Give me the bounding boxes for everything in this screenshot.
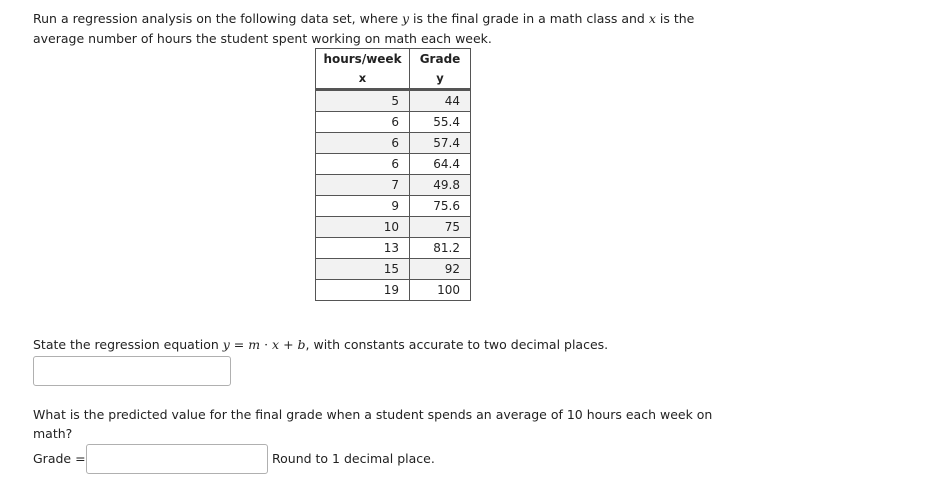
header-hours: hours/week bbox=[316, 49, 410, 70]
grade-input[interactable] bbox=[86, 444, 268, 474]
cell-y: 55.4 bbox=[410, 112, 471, 133]
table-row bbox=[316, 90, 471, 112]
cell-y: 49.8 bbox=[410, 175, 471, 196]
table-row bbox=[316, 196, 471, 217]
grade-label: Grade = bbox=[33, 451, 86, 466]
intro-text-3: is the average number of hours the student spent working on math each week. bbox=[33, 11, 695, 46]
cell-y: 44 bbox=[410, 90, 471, 112]
q1-suffix: , with constants accurate to two decimal places. bbox=[305, 337, 609, 352]
cell-y: 75.6 bbox=[410, 196, 471, 217]
cell-y: 81.2 bbox=[410, 238, 471, 259]
eq-x: x bbox=[272, 337, 280, 352]
header-grade: Grade bbox=[410, 49, 471, 70]
table-row bbox=[316, 217, 471, 238]
var-x: x bbox=[648, 11, 656, 26]
table-row bbox=[316, 133, 471, 154]
eq-dot: · bbox=[260, 337, 273, 352]
eq-equals: = bbox=[229, 337, 249, 352]
regression-equation-input[interactable] bbox=[33, 356, 231, 386]
eq-y: y bbox=[222, 337, 230, 352]
cell-x: 15 bbox=[316, 259, 410, 280]
eq-m: m bbox=[248, 337, 261, 352]
data-table bbox=[315, 48, 471, 301]
cell-x: 6 bbox=[316, 112, 410, 133]
cell-x: 6 bbox=[316, 133, 410, 154]
cell-x: 10 bbox=[316, 217, 410, 238]
cell-x: 6 bbox=[316, 154, 410, 175]
cell-x: 9 bbox=[316, 196, 410, 217]
intro-text-1: Run a regression analysis on the following data set, where bbox=[33, 11, 402, 26]
table-row bbox=[316, 259, 471, 280]
cell-y: 75 bbox=[410, 217, 471, 238]
cell-y: 64.4 bbox=[410, 154, 471, 175]
intro-text-2: is the final grade in a math class and bbox=[409, 11, 649, 26]
rounding-instruction: Round to 1 decimal place. bbox=[272, 451, 435, 466]
table-row bbox=[316, 238, 471, 259]
regression-equation bbox=[223, 337, 306, 352]
cell-x: 5 bbox=[316, 90, 410, 112]
cell-y: 100 bbox=[410, 280, 471, 301]
problem-statement bbox=[33, 9, 733, 49]
header-x: x bbox=[316, 69, 410, 90]
prediction-question: What is the predicted value for the final grade when a student spends an average of 10 hours each week on math? bbox=[33, 407, 713, 441]
cell-x: 19 bbox=[316, 280, 410, 301]
cell-y: 57.4 bbox=[410, 133, 471, 154]
table-row bbox=[316, 154, 471, 175]
q1-prefix: State the regression equation bbox=[33, 337, 223, 352]
cell-y: 92 bbox=[410, 259, 471, 280]
eq-b: b bbox=[297, 337, 306, 352]
var-y: y bbox=[402, 11, 410, 26]
regression-question bbox=[33, 336, 608, 354]
table-row bbox=[316, 280, 471, 301]
table-row bbox=[316, 175, 471, 196]
cell-x: 13 bbox=[316, 238, 410, 259]
table-row bbox=[316, 112, 471, 133]
eq-plus: + bbox=[279, 337, 298, 352]
cell-x: 7 bbox=[316, 175, 410, 196]
header-y: y bbox=[410, 69, 471, 90]
